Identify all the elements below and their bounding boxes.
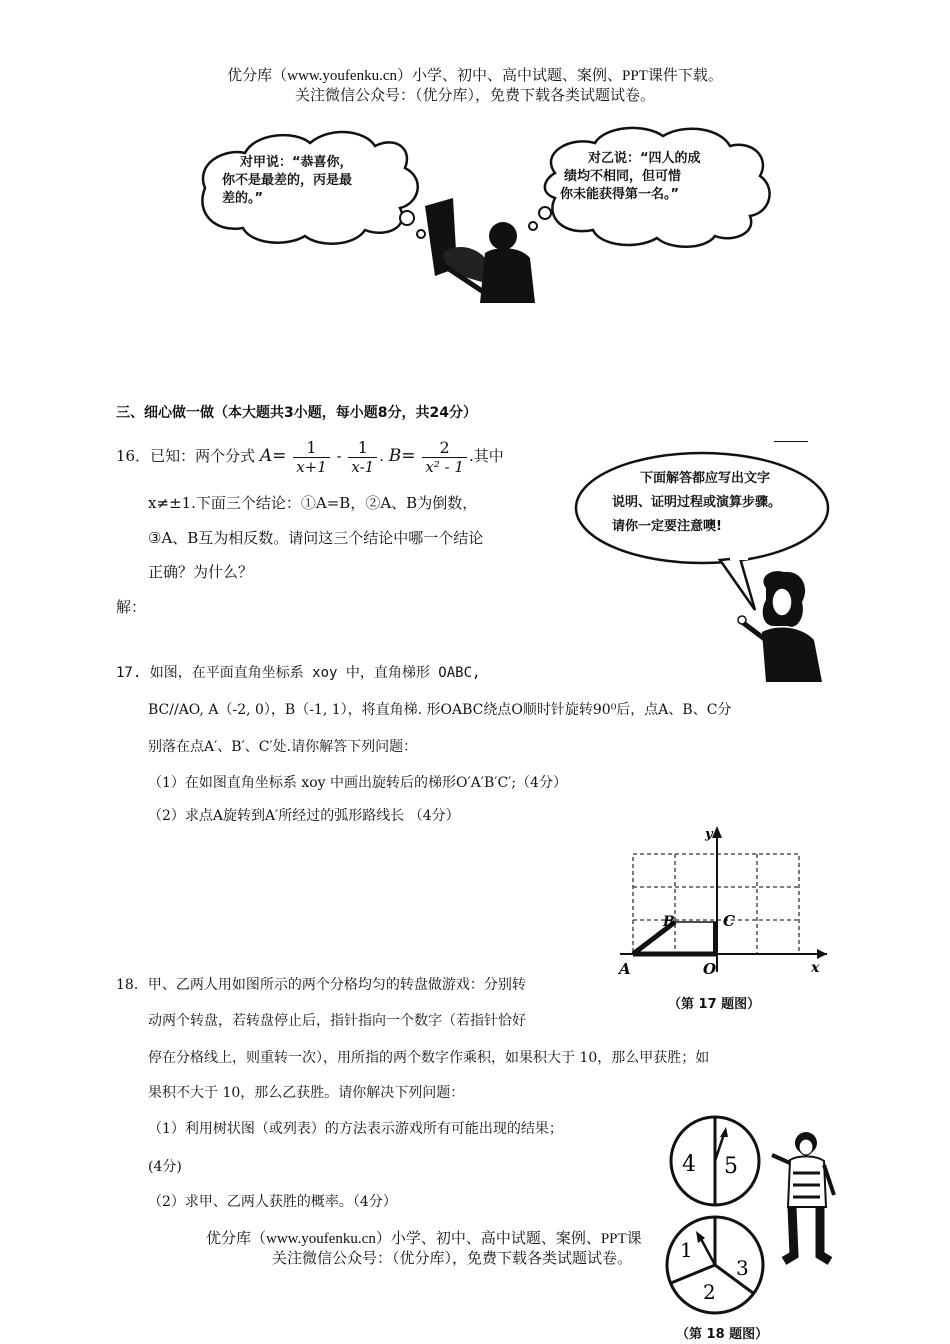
fig17-label-x: x	[811, 960, 820, 976]
q16-frac3-num: 2	[422, 439, 467, 458]
q16-var-b: B	[388, 446, 402, 466]
top-cartoon	[185, 118, 785, 318]
header-line-2: 关注微信公众号：（优分库），免费下载各类试题试卷。	[294, 88, 655, 104]
footer-line-1: 优分库（www.youfenku.cn）小学、初中、高中试题、案例、PPT课	[206, 1231, 642, 1247]
decor-line	[774, 441, 808, 442]
q16-dot: .	[379, 447, 384, 465]
section-3-title: 三、细心做一做（本大题共3小题，每小题8分，共24分）	[116, 405, 477, 421]
q16-frac-3	[422, 439, 467, 476]
speech-bubble-line: 下面解答都应写出文字	[640, 471, 771, 486]
bubble-left-line: 你不是最差的，丙是最	[222, 173, 353, 188]
fig17-label-y: y	[705, 827, 713, 842]
q16-prefix: 16．已知：两个分式	[116, 447, 256, 465]
q18-line-3: 停在分格线上，则重转一次），用所指的两个数字作乘积，如果积大于 10，那么甲获胜；如	[148, 1050, 710, 1066]
fig18-spinners	[660, 1115, 840, 1320]
q17-part-1: （1）在如图直角坐标系 xoy 中画出旋转后的梯形O′A′B′C′;（4分）	[148, 775, 567, 791]
speech-bubble-line: 说明、证明过程或演算步骤。	[612, 495, 782, 510]
disc2-number: 1	[680, 1238, 693, 1262]
q18-part-1-score: (4分)	[148, 1159, 182, 1175]
speech-bubble-text	[612, 470, 812, 536]
q18-part-2: （2）求甲、乙两人获胜的概率。（4分）	[148, 1194, 397, 1210]
disc1-number: 5	[724, 1154, 738, 1179]
fig17-coordinate-grid	[615, 822, 840, 982]
bubble-right-line: 绩均不相同，但可惜	[564, 169, 682, 184]
q16-line-4: 正确？为什么？	[148, 563, 254, 581]
q16-frac2-num: 1	[348, 439, 377, 458]
q16-frac2-den: x-1	[351, 457, 375, 476]
q16-frac-2	[348, 439, 377, 476]
fig17-label-b: B	[663, 914, 675, 930]
bubble-left-line: 差的。”	[222, 191, 264, 206]
fig17-label-a: A	[619, 960, 631, 978]
bubble-right-line: 你未能获得第一名。”	[560, 187, 680, 202]
fig17-label-c: C	[723, 912, 735, 930]
q16-line-2: x≠±1.下面三个结论：①A=B，②A、B为倒数，	[148, 494, 478, 512]
q17-line-1: 17. 如图，在平面直角坐标系 xoy 中，直角梯形 OABC,	[116, 665, 481, 681]
disc2-number: 2	[703, 1280, 716, 1304]
q16-var-a: A	[259, 446, 273, 466]
bubble-left-line: 对甲说：“恭喜你，	[240, 155, 353, 170]
bubble-left-text	[222, 154, 392, 208]
q16-suffix: .其中	[468, 447, 504, 465]
bubble-right-line: 对乙说：“四人的成	[588, 151, 701, 166]
header-line-1: 优分库（www.youfenku.cn）小学、初中、高中试题、案例、PPT课件下载。	[227, 68, 723, 84]
q16-frac1-num: 1	[293, 439, 330, 458]
q18-part-1: （1）利用树状图（或列表）的方法表示游戏所有可能出现的结果；	[148, 1121, 563, 1137]
q16-frac1-den: x+1	[296, 457, 327, 476]
q18-line-2: 动两个转盘，若转盘停止后，指针指向一个数字（若指针恰好	[148, 1013, 526, 1029]
q17-part-2: （2）求点A旋转到A′所经过的弧形路线长 （4分）	[148, 808, 460, 824]
fig17-label-o: O	[703, 960, 717, 978]
q18-line-1: 18．甲、乙两人用如图所示的两个分格均匀的转盘做游戏：分别转	[116, 977, 526, 993]
q17-line-3: 别落在点A′、B′、C′处.请你解答下列问题：	[148, 739, 418, 755]
disc1-number: 4	[682, 1152, 696, 1177]
q16-answer-label: 解：	[116, 598, 147, 616]
speech-bubble-line: 请你一定要注意噢!	[612, 519, 722, 534]
q16-frac3-den: x² - 1	[425, 457, 464, 476]
q16-minus: -	[336, 447, 342, 465]
q16-line-1: 16．已知：两个分式 A= $\frac{1}{x+1}$ - $\frac{1}{x-1}$ . B= $\frac{2}{\text{x² - 1}}$ .其中	[116, 437, 504, 476]
q17-line-2: BC//AO, A（-2, 0），B（-1, 1），将直角梯. 形OABC绕点O顺时针旋转90⁰后，点A、B、C分	[148, 702, 732, 718]
footer-line-2: 关注微信公众号：（优分库），免费下载各类试题试卷。	[272, 1251, 633, 1267]
q18-line-4: 果积不大于 10，那么乙获胜。请你解决下列问题：	[148, 1085, 465, 1101]
disc2-number: 3	[736, 1256, 749, 1280]
fig18-caption: （第 18 题图）	[676, 1327, 769, 1342]
fig17-caption: （第 17 题图）	[668, 997, 761, 1012]
q16-line-3: ③A、B互为相反数。请问这三个结论中哪一个结论	[148, 529, 484, 547]
bubble-right-text	[560, 150, 730, 204]
q16-frac-1	[293, 439, 330, 476]
